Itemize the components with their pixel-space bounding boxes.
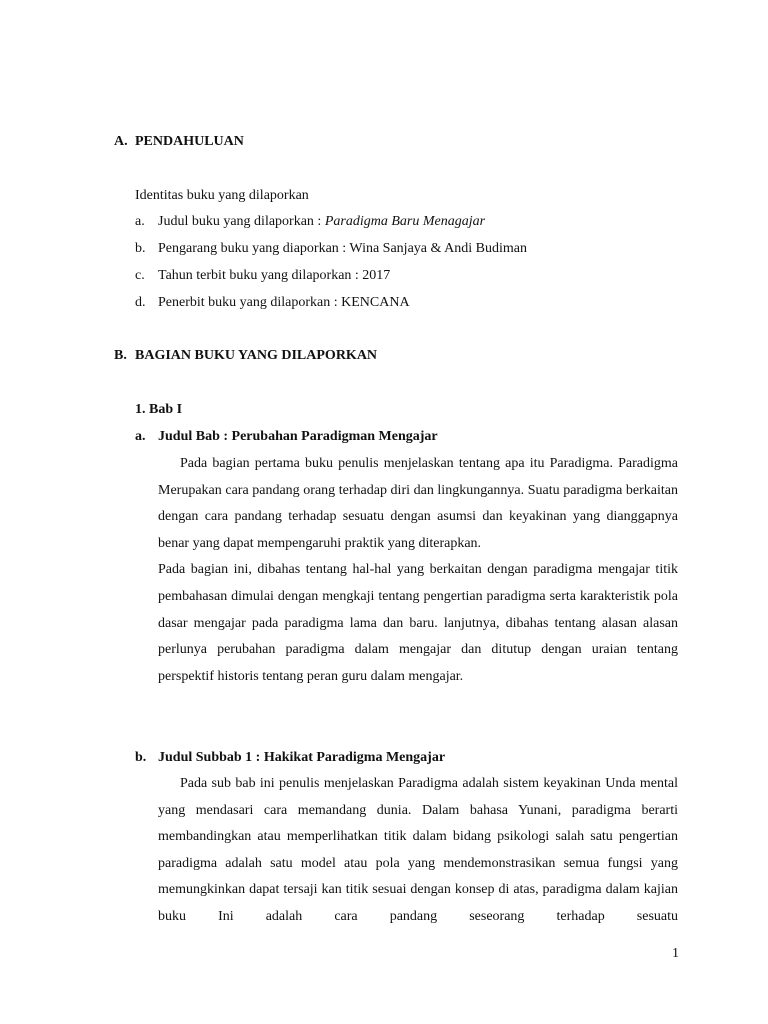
sub-b-marker: b. — [135, 750, 147, 765]
item-a-text — [158, 214, 485, 230]
section-b-marker: B. — [114, 348, 127, 363]
item-d-marker: d. — [135, 295, 146, 310]
item-b-marker: b. — [135, 241, 146, 256]
section-a-marker: A. — [114, 134, 128, 149]
sub-a-body — [158, 451, 678, 690]
item-c-label: Tahun terbit buku yang dilaporkan : 2017 — [158, 268, 391, 283]
item-a-label: Judul buku yang dilaporkan : — [158, 214, 325, 229]
section-a-heading: PENDAHULUAN — [135, 134, 244, 149]
item-b-label: Pengarang buku yang diaporkan : Wina Sanjaya & Andi Budiman — [158, 241, 527, 256]
sub-a-title: Judul Bab : Perubahan Paradigman Mengajar — [158, 429, 438, 444]
item-a-marker: a. — [135, 214, 145, 229]
item-d-label: Penerbit buku yang dilaporkan : KENCANA — [158, 295, 410, 310]
section-b-heading: BAGIAN BUKU YANG DILAPORKAN — [135, 348, 378, 363]
item-c-marker: c. — [135, 268, 145, 283]
sub-a-paragraph-1: Pada bagian pertama buku penulis menjelaskan tentang apa itu Paradigma. Paradigma Merupakan cara pandang orang terhadap diri dan lingkungannya. Suatu paradigma berkaitan dengan cara pandang terhadap sesuatu dengan asumsi dan keyakinan yang dianggapnya benar yang dapat mempengaruhi praktik yang diterapkan. — [158, 456, 678, 551]
sub-a-marker: a. — [135, 429, 146, 444]
sub-b-title: Judul Subbab 1 : Hakikat Paradigma Mengajar — [158, 750, 446, 765]
identity-intro: Identitas buku yang dilaporkan — [135, 188, 309, 203]
item-a-value: Paradigma Baru Menagajar — [324, 214, 486, 229]
sub-b-paragraph-1: Pada sub bab ini penulis menjelaskan Paradigma adalah sistem keyakinan Unda mental yang mendasari cara memandang dunia. Dalam bahasa Yunani, paradigma berarti membandingkan atau memperlihatkan titik dalam bidang psikologi salah satu pengertian paradigma adalah satu model atau pola yang mendemonstrasikan semua fungsi yang memungkinkan dapat tersaji kan titik sesuai dengan konsep di atas, paradigma dalam kajian buku Ini adalah cara pandang seseorang terhadap sesuatu — [158, 776, 678, 924]
bab-heading: 1. Bab I — [135, 402, 183, 417]
page-number: 1 — [672, 946, 679, 961]
sub-b-body — [158, 771, 678, 931]
sub-a-paragraph-2: Pada bagian ini, dibahas tentang hal-hal yang berkaitan dengan paradigma mengajar titik pembahasan dimulai dengan mengkaji tentang pengertian paradigma serta karakteristik pola dasar mengajar pada paradigma lama dan baru. lanjutnya, dibahas tentang alasan alasan perlunya perubahan paradigma dalam mengajar dan ditutup dengan uraian tentang perspektif historis tentang peran guru dalam mengajar. — [158, 562, 678, 684]
